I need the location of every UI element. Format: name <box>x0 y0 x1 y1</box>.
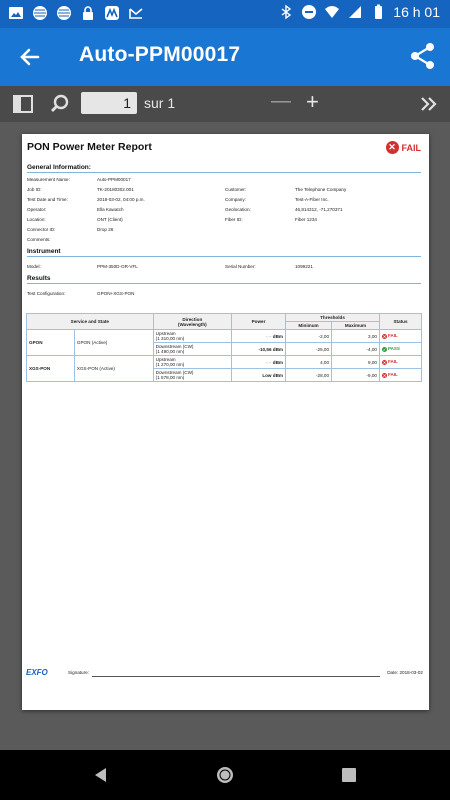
fail-icon: ✕ <box>382 372 387 378</box>
report-page <box>22 134 429 710</box>
header-status: Status <box>380 314 422 330</box>
status-cell <box>380 330 422 343</box>
results-table <box>26 313 422 382</box>
report-date: Date: 2018-03-02 <box>387 670 423 675</box>
overall-status-text: FAIL <box>401 142 421 153</box>
direction-text: Upstream <box>155 331 176 336</box>
status-text: FAIL <box>388 333 398 339</box>
model-value: PPM-350D-OR-VFL <box>97 264 138 269</box>
do-not-disturb-icon <box>301 4 317 20</box>
test-config-value: GPON+XGS-PON <box>97 291 135 296</box>
overall-status-badge <box>386 141 422 154</box>
signature-line <box>92 676 380 677</box>
nav-home-icon[interactable] <box>215 765 235 785</box>
max-cell: -9,00 <box>332 369 380 382</box>
field-label: Job ID: <box>27 187 42 192</box>
field-value: 2018-03-02, 04:00 p.m. <box>97 197 145 202</box>
exfo-logo: EXFO <box>26 668 48 677</box>
header-minimum: Minimum <box>285 322 331 330</box>
header-service-state: Service and State <box>27 314 154 330</box>
min-cell: 4,00 <box>285 356 331 369</box>
power-cell <box>231 369 285 382</box>
direction-cell <box>153 369 231 382</box>
fail-icon: ✕ <box>382 359 387 365</box>
field-value: The Telephone Company <box>295 187 347 192</box>
power-value: Low dBm <box>262 372 283 378</box>
service-cell: XGS-PON <box>27 356 75 382</box>
instrument-heading: Instrument <box>27 248 421 257</box>
fail-icon: ✕ <box>386 141 399 154</box>
document-title: Auto-PPM00017 <box>79 43 241 66</box>
results-heading: Results <box>27 275 421 284</box>
field-label: Location: <box>27 217 46 222</box>
globe-icon-2 <box>56 5 72 21</box>
direction-cell <box>153 343 231 356</box>
header-direction-text: Direction <box>182 316 203 322</box>
min-cell: -2,00 <box>285 330 331 343</box>
header-power: Power <box>231 314 285 330</box>
direction-cell <box>153 356 231 369</box>
page-count-label: sur 1 <box>144 95 176 111</box>
status-cell <box>380 356 422 369</box>
wavelength-text: (1 578,00 nm) <box>155 375 185 380</box>
power-value: dBm <box>272 359 283 365</box>
state-cell: GPON (Active) <box>74 330 153 356</box>
viewer-toolbar <box>0 86 450 122</box>
wifi-icon <box>324 4 340 20</box>
field-value: 46,814312, -71,270371 <box>295 207 343 212</box>
general-info-heading: General Information: <box>27 164 421 173</box>
signal-icon <box>347 4 363 20</box>
power-value: -10,56 dBm <box>258 346 283 352</box>
header-thresholds: Thresholds <box>285 314 379 322</box>
header-direction <box>153 314 231 330</box>
double-chevron-right-icon[interactable] <box>418 93 440 115</box>
direction-text: Downstream (CW) <box>155 370 194 375</box>
field-label: Company: <box>225 197 246 202</box>
nav-back-icon[interactable] <box>92 766 110 784</box>
power-cell <box>231 356 285 369</box>
min-cell: -25,00 <box>285 343 331 356</box>
field-label: Customer: <box>225 187 247 192</box>
wavelength-text: (1 490,00 nm) <box>155 349 185 354</box>
status-text: PASS <box>388 346 400 352</box>
max-cell: 9,00 <box>332 356 380 369</box>
status-cell <box>380 369 422 382</box>
search-icon[interactable] <box>49 93 71 115</box>
model-label: Model: <box>27 264 41 269</box>
field-label: Geolocation: <box>225 207 251 212</box>
header-direction-sub: (Wavelength) <box>177 321 207 327</box>
table-row <box>27 356 422 369</box>
status-bar <box>0 0 450 28</box>
power-prefix: -.-- <box>265 359 272 365</box>
field-value: Auto-PPM00017 <box>97 177 131 182</box>
check-mail-icon <box>128 5 144 21</box>
power-value: dBm <box>272 333 283 339</box>
signature-label: Signature: <box>68 670 89 675</box>
gallery-icon <box>8 5 24 21</box>
field-label: Operator: <box>27 207 47 212</box>
zoom-in-button[interactable]: + <box>306 89 319 114</box>
direction-text: Downstream (CW) <box>155 344 194 349</box>
back-arrow-icon[interactable] <box>14 42 44 72</box>
share-icon[interactable] <box>408 41 438 71</box>
clock: 16 h 01 <box>393 4 440 20</box>
field-label: Connector ID: <box>27 227 56 232</box>
page-number-input[interactable]: 1 <box>81 92 137 114</box>
field-label: Comments: <box>27 237 51 242</box>
service-cell: GPON <box>27 330 75 356</box>
document-viewer[interactable] <box>0 122 450 750</box>
power-cell <box>231 343 285 356</box>
power-prefix: -.-- <box>265 333 272 339</box>
sidebar-toggle-icon[interactable] <box>12 93 34 115</box>
zoom-out-button[interactable]: — <box>271 90 291 112</box>
app-logo-icon <box>104 5 120 21</box>
header-maximum: Maximum <box>332 322 380 330</box>
bluetooth-icon <box>278 4 294 20</box>
test-config-label: Test Configuration: <box>27 291 66 296</box>
pass-check-icon: ✓ <box>382 346 387 352</box>
serial-value: 1099221 <box>295 264 313 269</box>
battery-icon <box>370 4 386 20</box>
system-navigation-bar <box>0 750 450 800</box>
field-label: Measurement Name: <box>27 177 70 182</box>
app-bar <box>0 28 450 86</box>
nav-recents-icon[interactable] <box>341 767 357 783</box>
field-value: ONT (Client) <box>97 217 123 222</box>
globe-icon <box>32 5 48 21</box>
wavelength-text: (1 270,00 nm) <box>155 362 185 367</box>
field-label: Test Date and Time: <box>27 197 68 202</box>
field-value: Ella Kawatch <box>97 207 124 212</box>
state-cell: XGS-PON (Active) <box>74 356 153 382</box>
fail-icon: ✕ <box>382 333 387 339</box>
min-cell: -28,00 <box>285 369 331 382</box>
max-cell: -4,00 <box>332 343 380 356</box>
direction-cell <box>153 330 231 343</box>
serial-label: Serial Number: <box>225 264 256 269</box>
lock-icon <box>80 5 96 21</box>
table-row <box>27 330 422 343</box>
max-cell: 3,00 <box>332 330 380 343</box>
field-value: Test-A-Fiber Inc. <box>295 197 329 202</box>
wavelength-text: (1 310,00 nm) <box>155 336 185 341</box>
status-cell <box>380 343 422 356</box>
power-cell <box>231 330 285 343</box>
field-label: Fiber ID: <box>225 217 243 222</box>
status-text: FAIL <box>388 372 398 378</box>
field-value: Fiber 1234 <box>295 217 317 222</box>
field-value: Drop 26 <box>97 227 114 232</box>
report-title: PON Power Meter Report <box>27 141 152 153</box>
status-text: FAIL <box>388 359 398 365</box>
direction-text: Upstream <box>155 357 176 362</box>
field-value: TK-20180302.001 <box>97 187 134 192</box>
